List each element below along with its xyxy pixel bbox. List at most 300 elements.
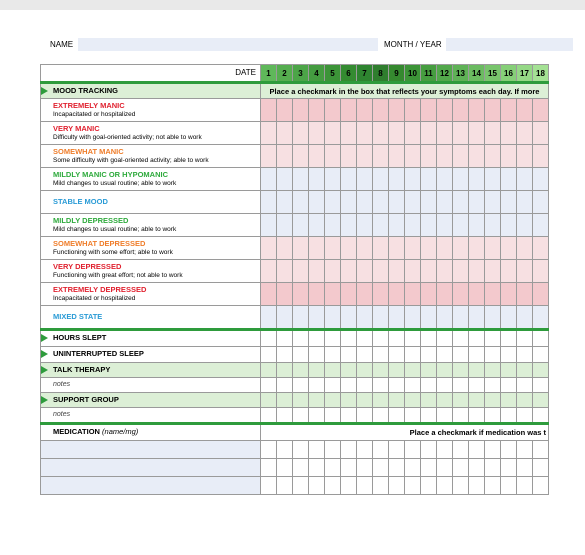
- mood-checkbox[interactable]: [261, 122, 277, 145]
- mood-checkbox[interactable]: [533, 283, 549, 306]
- medication-name-field[interactable]: [41, 459, 261, 477]
- day-cell[interactable]: [277, 441, 293, 459]
- mood-checkbox[interactable]: [533, 306, 549, 330]
- day-cell[interactable]: [357, 459, 373, 477]
- day-cell[interactable]: [501, 378, 517, 393]
- day-cell[interactable]: [325, 408, 341, 424]
- day-cell[interactable]: [389, 347, 405, 363]
- mood-checkbox[interactable]: [293, 168, 309, 191]
- mood-checkbox[interactable]: [325, 306, 341, 330]
- day-cell[interactable]: [389, 330, 405, 347]
- mood-checkbox[interactable]: [421, 168, 437, 191]
- mood-checkbox[interactable]: [341, 191, 357, 214]
- mood-checkbox[interactable]: [261, 214, 277, 237]
- day-cell[interactable]: [533, 441, 549, 459]
- mood-checkbox[interactable]: [357, 237, 373, 260]
- day-cell[interactable]: [517, 441, 533, 459]
- mood-checkbox[interactable]: [357, 99, 373, 122]
- mood-checkbox[interactable]: [405, 99, 421, 122]
- day-cell[interactable]: [421, 459, 437, 477]
- mood-checkbox[interactable]: [261, 191, 277, 214]
- mood-checkbox[interactable]: [453, 214, 469, 237]
- day-cell[interactable]: [501, 363, 517, 378]
- day-cell[interactable]: [357, 393, 373, 408]
- mood-checkbox[interactable]: [277, 283, 293, 306]
- mood-checkbox[interactable]: [533, 214, 549, 237]
- mood-checkbox[interactable]: [437, 306, 453, 330]
- day-cell[interactable]: [485, 441, 501, 459]
- mood-checkbox[interactable]: [405, 283, 421, 306]
- mood-checkbox[interactable]: [421, 306, 437, 330]
- day-cell[interactable]: [517, 347, 533, 363]
- mood-checkbox[interactable]: [277, 99, 293, 122]
- mood-checkbox[interactable]: [437, 122, 453, 145]
- mood-checkbox[interactable]: [517, 122, 533, 145]
- mood-checkbox[interactable]: [421, 214, 437, 237]
- mood-checkbox[interactable]: [405, 237, 421, 260]
- day-cell[interactable]: [293, 330, 309, 347]
- day-cell[interactable]: [277, 347, 293, 363]
- day-cell[interactable]: [325, 330, 341, 347]
- day-cell[interactable]: [373, 330, 389, 347]
- day-cell[interactable]: [325, 459, 341, 477]
- day-cell[interactable]: [261, 408, 277, 424]
- day-cell[interactable]: [437, 347, 453, 363]
- day-cell[interactable]: [405, 330, 421, 347]
- day-cell[interactable]: [261, 393, 277, 408]
- day-cell[interactable]: [517, 477, 533, 495]
- mood-checkbox[interactable]: [309, 168, 325, 191]
- day-cell[interactable]: [453, 363, 469, 378]
- mood-checkbox[interactable]: [421, 283, 437, 306]
- mood-checkbox[interactable]: [405, 168, 421, 191]
- mood-checkbox[interactable]: [469, 260, 485, 283]
- day-cell[interactable]: [421, 441, 437, 459]
- day-cell[interactable]: [405, 393, 421, 408]
- mood-checkbox[interactable]: [325, 214, 341, 237]
- mood-checkbox[interactable]: [277, 260, 293, 283]
- day-cell[interactable]: [437, 330, 453, 347]
- day-cell[interactable]: [277, 408, 293, 424]
- mood-checkbox[interactable]: [485, 237, 501, 260]
- mood-checkbox[interactable]: [389, 122, 405, 145]
- day-cell[interactable]: [437, 408, 453, 424]
- mood-checkbox[interactable]: [373, 191, 389, 214]
- day-cell[interactable]: [325, 393, 341, 408]
- day-cell[interactable]: [309, 459, 325, 477]
- day-cell[interactable]: [389, 477, 405, 495]
- mood-checkbox[interactable]: [277, 122, 293, 145]
- mood-checkbox[interactable]: [341, 237, 357, 260]
- mood-checkbox[interactable]: [485, 214, 501, 237]
- mood-checkbox[interactable]: [389, 306, 405, 330]
- mood-checkbox[interactable]: [437, 214, 453, 237]
- mood-checkbox[interactable]: [357, 168, 373, 191]
- mood-checkbox[interactable]: [373, 237, 389, 260]
- day-cell[interactable]: [405, 459, 421, 477]
- mood-checkbox[interactable]: [389, 237, 405, 260]
- day-cell[interactable]: [389, 363, 405, 378]
- day-cell[interactable]: [293, 347, 309, 363]
- mood-checkbox[interactable]: [453, 191, 469, 214]
- mood-checkbox[interactable]: [405, 145, 421, 168]
- day-cell[interactable]: [309, 378, 325, 393]
- day-cell[interactable]: [341, 441, 357, 459]
- day-cell[interactable]: [389, 378, 405, 393]
- mood-checkbox[interactable]: [485, 145, 501, 168]
- day-cell[interactable]: [405, 347, 421, 363]
- mood-checkbox[interactable]: [293, 237, 309, 260]
- mood-checkbox[interactable]: [293, 306, 309, 330]
- mood-checkbox[interactable]: [453, 168, 469, 191]
- mood-checkbox[interactable]: [501, 306, 517, 330]
- medication-name-field[interactable]: [41, 477, 261, 495]
- day-cell[interactable]: [485, 378, 501, 393]
- mood-checkbox[interactable]: [501, 99, 517, 122]
- day-cell[interactable]: [373, 393, 389, 408]
- mood-checkbox[interactable]: [341, 214, 357, 237]
- day-cell[interactable]: [341, 393, 357, 408]
- day-cell[interactable]: [421, 408, 437, 424]
- day-cell[interactable]: [373, 477, 389, 495]
- day-cell[interactable]: [261, 378, 277, 393]
- mood-checkbox[interactable]: [261, 99, 277, 122]
- month-year-field[interactable]: [446, 38, 573, 51]
- mood-checkbox[interactable]: [437, 237, 453, 260]
- day-cell[interactable]: [533, 393, 549, 408]
- mood-checkbox[interactable]: [309, 214, 325, 237]
- day-cell[interactable]: [501, 477, 517, 495]
- day-cell[interactable]: [325, 347, 341, 363]
- day-cell[interactable]: [293, 477, 309, 495]
- mood-checkbox[interactable]: [421, 260, 437, 283]
- mood-checkbox[interactable]: [517, 168, 533, 191]
- day-cell[interactable]: [501, 330, 517, 347]
- day-cell[interactable]: [405, 378, 421, 393]
- mood-checkbox[interactable]: [501, 283, 517, 306]
- day-cell[interactable]: [485, 477, 501, 495]
- day-cell[interactable]: [373, 441, 389, 459]
- mood-checkbox[interactable]: [341, 306, 357, 330]
- mood-checkbox[interactable]: [533, 168, 549, 191]
- day-cell[interactable]: [325, 363, 341, 378]
- day-cell[interactable]: [533, 408, 549, 424]
- mood-checkbox[interactable]: [469, 191, 485, 214]
- day-cell[interactable]: [517, 393, 533, 408]
- day-cell[interactable]: [501, 347, 517, 363]
- day-cell[interactable]: [341, 459, 357, 477]
- day-cell[interactable]: [357, 347, 373, 363]
- day-cell[interactable]: [517, 363, 533, 378]
- mood-checkbox[interactable]: [357, 145, 373, 168]
- mood-checkbox[interactable]: [437, 191, 453, 214]
- mood-checkbox[interactable]: [357, 260, 373, 283]
- mood-checkbox[interactable]: [517, 145, 533, 168]
- mood-checkbox[interactable]: [373, 145, 389, 168]
- mood-checkbox[interactable]: [357, 306, 373, 330]
- mood-checkbox[interactable]: [309, 237, 325, 260]
- mood-checkbox[interactable]: [517, 214, 533, 237]
- day-cell[interactable]: [453, 378, 469, 393]
- day-cell[interactable]: [437, 393, 453, 408]
- day-cell[interactable]: [421, 477, 437, 495]
- day-cell[interactable]: [373, 408, 389, 424]
- mood-checkbox[interactable]: [325, 191, 341, 214]
- day-cell[interactable]: [517, 459, 533, 477]
- name-field[interactable]: [78, 38, 378, 51]
- day-cell[interactable]: [517, 378, 533, 393]
- mood-checkbox[interactable]: [485, 122, 501, 145]
- day-cell[interactable]: [501, 408, 517, 424]
- day-cell[interactable]: [469, 477, 485, 495]
- mood-checkbox[interactable]: [437, 99, 453, 122]
- mood-checkbox[interactable]: [453, 306, 469, 330]
- day-cell[interactable]: [405, 441, 421, 459]
- mood-checkbox[interactable]: [501, 191, 517, 214]
- day-cell[interactable]: [261, 459, 277, 477]
- mood-checkbox[interactable]: [277, 168, 293, 191]
- day-cell[interactable]: [405, 477, 421, 495]
- mood-checkbox[interactable]: [293, 260, 309, 283]
- mood-checkbox[interactable]: [309, 306, 325, 330]
- day-cell[interactable]: [485, 363, 501, 378]
- mood-checkbox[interactable]: [325, 283, 341, 306]
- day-cell[interactable]: [277, 393, 293, 408]
- mood-checkbox[interactable]: [501, 168, 517, 191]
- mood-checkbox[interactable]: [341, 145, 357, 168]
- day-cell[interactable]: [405, 408, 421, 424]
- day-cell[interactable]: [309, 393, 325, 408]
- mood-checkbox[interactable]: [501, 237, 517, 260]
- mood-checkbox[interactable]: [293, 145, 309, 168]
- mood-checkbox[interactable]: [389, 168, 405, 191]
- day-cell[interactable]: [421, 347, 437, 363]
- day-cell[interactable]: [485, 459, 501, 477]
- day-cell[interactable]: [421, 330, 437, 347]
- day-cell[interactable]: [485, 347, 501, 363]
- mood-checkbox[interactable]: [341, 99, 357, 122]
- day-cell[interactable]: [469, 441, 485, 459]
- day-cell[interactable]: [453, 330, 469, 347]
- mood-checkbox[interactable]: [453, 122, 469, 145]
- day-cell[interactable]: [293, 363, 309, 378]
- mood-checkbox[interactable]: [485, 168, 501, 191]
- mood-checkbox[interactable]: [485, 306, 501, 330]
- mood-checkbox[interactable]: [437, 145, 453, 168]
- day-cell[interactable]: [341, 363, 357, 378]
- mood-checkbox[interactable]: [357, 214, 373, 237]
- mood-checkbox[interactable]: [469, 214, 485, 237]
- day-cell[interactable]: [309, 347, 325, 363]
- mood-checkbox[interactable]: [469, 145, 485, 168]
- day-cell[interactable]: [373, 378, 389, 393]
- day-cell[interactable]: [261, 477, 277, 495]
- mood-checkbox[interactable]: [469, 168, 485, 191]
- mood-checkbox[interactable]: [277, 237, 293, 260]
- mood-checkbox[interactable]: [389, 99, 405, 122]
- day-cell[interactable]: [533, 459, 549, 477]
- day-cell[interactable]: [469, 393, 485, 408]
- mood-checkbox[interactable]: [501, 214, 517, 237]
- day-cell[interactable]: [501, 393, 517, 408]
- mood-checkbox[interactable]: [485, 99, 501, 122]
- mood-checkbox[interactable]: [533, 145, 549, 168]
- mood-checkbox[interactable]: [309, 99, 325, 122]
- mood-checkbox[interactable]: [325, 237, 341, 260]
- day-cell[interactable]: [293, 408, 309, 424]
- day-cell[interactable]: [533, 477, 549, 495]
- day-cell[interactable]: [325, 378, 341, 393]
- day-cell[interactable]: [309, 330, 325, 347]
- mood-checkbox[interactable]: [533, 122, 549, 145]
- day-cell[interactable]: [533, 347, 549, 363]
- mood-checkbox[interactable]: [373, 122, 389, 145]
- day-cell[interactable]: [517, 330, 533, 347]
- mood-checkbox[interactable]: [517, 283, 533, 306]
- day-cell[interactable]: [533, 330, 549, 347]
- day-cell[interactable]: [469, 408, 485, 424]
- day-cell[interactable]: [437, 363, 453, 378]
- day-cell[interactable]: [389, 408, 405, 424]
- mood-checkbox[interactable]: [469, 283, 485, 306]
- mood-checkbox[interactable]: [341, 122, 357, 145]
- mood-checkbox[interactable]: [453, 99, 469, 122]
- day-cell[interactable]: [405, 363, 421, 378]
- day-cell[interactable]: [261, 330, 277, 347]
- mood-checkbox[interactable]: [469, 237, 485, 260]
- day-cell[interactable]: [341, 330, 357, 347]
- day-cell[interactable]: [437, 459, 453, 477]
- day-cell[interactable]: [293, 459, 309, 477]
- mood-checkbox[interactable]: [517, 99, 533, 122]
- day-cell[interactable]: [309, 477, 325, 495]
- day-cell[interactable]: [469, 347, 485, 363]
- day-cell[interactable]: [309, 441, 325, 459]
- day-cell[interactable]: [533, 363, 549, 378]
- day-cell[interactable]: [261, 363, 277, 378]
- mood-checkbox[interactable]: [357, 122, 373, 145]
- mood-checkbox[interactable]: [389, 191, 405, 214]
- mood-checkbox[interactable]: [437, 260, 453, 283]
- mood-checkbox[interactable]: [261, 283, 277, 306]
- mood-checkbox[interactable]: [325, 168, 341, 191]
- mood-checkbox[interactable]: [405, 306, 421, 330]
- day-cell[interactable]: [357, 330, 373, 347]
- mood-checkbox[interactable]: [261, 260, 277, 283]
- day-cell[interactable]: [437, 477, 453, 495]
- mood-checkbox[interactable]: [293, 191, 309, 214]
- day-cell[interactable]: [357, 408, 373, 424]
- mood-checkbox[interactable]: [469, 122, 485, 145]
- day-cell[interactable]: [293, 441, 309, 459]
- mood-checkbox[interactable]: [293, 99, 309, 122]
- day-cell[interactable]: [261, 441, 277, 459]
- mood-checkbox[interactable]: [357, 283, 373, 306]
- day-cell[interactable]: [501, 459, 517, 477]
- day-cell[interactable]: [453, 393, 469, 408]
- mood-checkbox[interactable]: [373, 214, 389, 237]
- day-cell[interactable]: [453, 477, 469, 495]
- day-cell[interactable]: [341, 347, 357, 363]
- mood-checkbox[interactable]: [325, 145, 341, 168]
- mood-checkbox[interactable]: [405, 191, 421, 214]
- day-cell[interactable]: [357, 363, 373, 378]
- mood-checkbox[interactable]: [405, 260, 421, 283]
- mood-checkbox[interactable]: [453, 237, 469, 260]
- mood-checkbox[interactable]: [421, 191, 437, 214]
- day-cell[interactable]: [357, 441, 373, 459]
- day-cell[interactable]: [325, 477, 341, 495]
- day-cell[interactable]: [389, 393, 405, 408]
- mood-checkbox[interactable]: [517, 191, 533, 214]
- mood-checkbox[interactable]: [373, 99, 389, 122]
- mood-checkbox[interactable]: [325, 260, 341, 283]
- mood-checkbox[interactable]: [533, 237, 549, 260]
- day-cell[interactable]: [389, 441, 405, 459]
- mood-checkbox[interactable]: [469, 99, 485, 122]
- day-cell[interactable]: [357, 477, 373, 495]
- day-cell[interactable]: [453, 408, 469, 424]
- mood-checkbox[interactable]: [485, 283, 501, 306]
- mood-checkbox[interactable]: [277, 214, 293, 237]
- day-cell[interactable]: [485, 408, 501, 424]
- mood-checkbox[interactable]: [277, 145, 293, 168]
- mood-checkbox[interactable]: [293, 283, 309, 306]
- mood-checkbox[interactable]: [453, 283, 469, 306]
- mood-checkbox[interactable]: [309, 191, 325, 214]
- day-cell[interactable]: [469, 330, 485, 347]
- day-cell[interactable]: [293, 393, 309, 408]
- mood-checkbox[interactable]: [437, 168, 453, 191]
- day-cell[interactable]: [309, 408, 325, 424]
- mood-checkbox[interactable]: [389, 283, 405, 306]
- mood-checkbox[interactable]: [501, 145, 517, 168]
- day-cell[interactable]: [341, 378, 357, 393]
- mood-checkbox[interactable]: [261, 168, 277, 191]
- mood-checkbox[interactable]: [325, 122, 341, 145]
- mood-checkbox[interactable]: [437, 283, 453, 306]
- mood-checkbox[interactable]: [373, 260, 389, 283]
- mood-checkbox[interactable]: [421, 122, 437, 145]
- mood-checkbox[interactable]: [325, 99, 341, 122]
- day-cell[interactable]: [533, 378, 549, 393]
- mood-checkbox[interactable]: [309, 260, 325, 283]
- day-cell[interactable]: [485, 393, 501, 408]
- mood-checkbox[interactable]: [389, 145, 405, 168]
- mood-checkbox[interactable]: [453, 260, 469, 283]
- mood-checkbox[interactable]: [373, 168, 389, 191]
- mood-checkbox[interactable]: [501, 260, 517, 283]
- day-cell[interactable]: [277, 363, 293, 378]
- day-cell[interactable]: [357, 378, 373, 393]
- day-cell[interactable]: [373, 459, 389, 477]
- day-cell[interactable]: [469, 378, 485, 393]
- mood-checkbox[interactable]: [389, 214, 405, 237]
- mood-checkbox[interactable]: [517, 237, 533, 260]
- mood-checkbox[interactable]: [469, 306, 485, 330]
- mood-checkbox[interactable]: [389, 260, 405, 283]
- day-cell[interactable]: [293, 378, 309, 393]
- mood-checkbox[interactable]: [261, 306, 277, 330]
- mood-checkbox[interactable]: [341, 260, 357, 283]
- day-cell[interactable]: [261, 347, 277, 363]
- day-cell[interactable]: [373, 347, 389, 363]
- mood-checkbox[interactable]: [485, 260, 501, 283]
- mood-checkbox[interactable]: [261, 145, 277, 168]
- mood-checkbox[interactable]: [309, 122, 325, 145]
- day-cell[interactable]: [469, 459, 485, 477]
- mood-checkbox[interactable]: [533, 260, 549, 283]
